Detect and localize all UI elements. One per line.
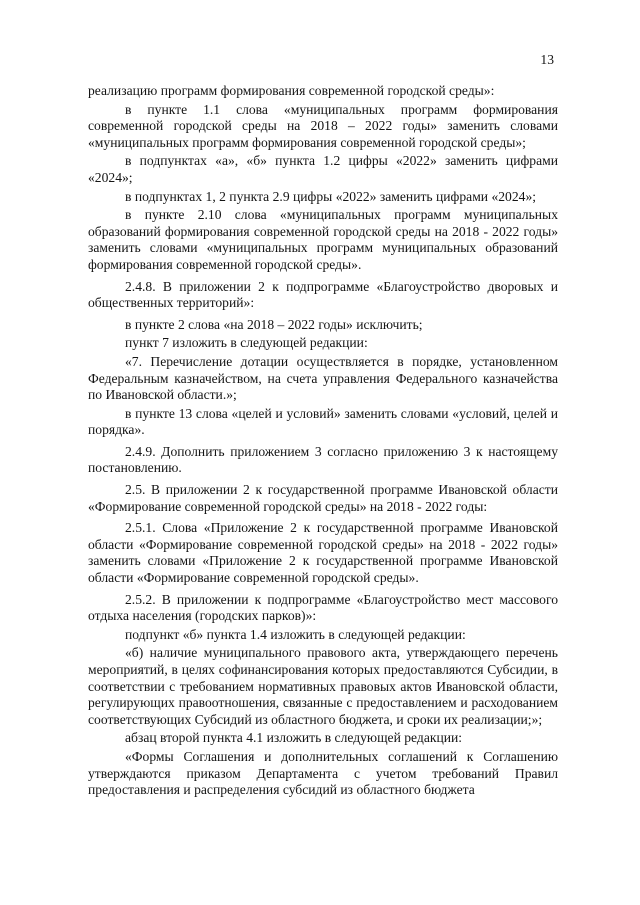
paragraph-point-13: в пункте 13 слова «целей и условий» заменить словами «условий, целей и порядка». [88, 405, 558, 438]
paragraph-item-2-9: в подпунктах 1, 2 пункта 2.9 цифры «2022» заменить цифрами «2024»; [125, 188, 537, 204]
document-body [88, 83, 558, 801]
paragraph-subpoint-b-intro: подпункт «б» пункта 1.4 изложить в следующей редакции: [125, 626, 466, 642]
paragraph-point-7-text: «7. Перечисление дотации осуществляется в порядке, установленном Федеральным казначейством, на счета управления Федерального казначейства по Ивановской области.»; [88, 353, 558, 403]
paragraph-2-4-9: 2.4.9. Дополнить приложением 3 согласно приложению 3 к настоящему постановлению. [88, 443, 558, 476]
paragraph-4-1-intro: абзац второй пункта 4.1 изложить в следующей редакции: [125, 730, 463, 746]
paragraph-2-4-8: 2.4.8. В приложении 2 к подпрограмме «Благоустройство дворовых и общественных территорий»: [88, 278, 558, 311]
paragraph-item-1-2: в подпунктах «а», «б» пункта 1.2 цифры «2022» заменить цифрами «2024»; [88, 153, 558, 185]
paragraph-item-1-1: в пункте 1.1 слова «муниципальных программ формирования современной городской среды на 2018 – 2022 годы» заменить словами «муниципальных программ формирования современной городской среды»; [88, 101, 558, 150]
paragraph-2-5: 2.5. В приложении 2 к государственной программе Ивановской области «Формирование современной городской среды» на 2018 - 2022 годы: [88, 482, 558, 514]
paragraph-point-7-intro: пункт 7 изложить в следующей редакции: [125, 335, 368, 351]
paragraph-2-5-1: 2.5.1. Слова «Приложение 2 к государственной программе Ивановской области «Формирование современной городской среды» на 2018 - 2022 годы» заменить словами «Приложение 2 к государственной программе Ивановской области «Формирование современной городской среды». [88, 520, 558, 586]
paragraph-2-5-2: 2.5.2. В приложении к подпрограмме «Благоустройство мест массового отдыха населения (городских парков)»: [88, 591, 558, 624]
paragraph-subpoint-b-text: «б) наличие муниципального правового акта, утверждающего перечень мероприятий, в целях софинансирования которых предоставляются Субсидии, в соответствии с требованием нормативных правовых актов Ивановской области, регулирующих правоотношения, связанные с предоставлением и расходованием соответствующих Субсидий из областного бюджета, и сроки их реализации;»; [88, 645, 558, 727]
paragraph-continuation: реализацию программ формирования современной городской среды»: [88, 83, 495, 98]
paragraph-point-2: в пункте 2 слова «на 2018 – 2022 годы» исключить; [125, 316, 423, 332]
paragraph-item-2-10: в пункте 2.10 слова «муниципальных программ муниципальных образований формирования современной городской среды на 2018 - 2022 годы» заменить словами «муниципальных программ муниципальных образований формирования современной городской среды». [88, 207, 558, 272]
paragraph-4-1-text: «Формы Соглашения и дополнительных соглашений к Соглашению утверждаются приказом Департамента с учетом требований Правил предоставления и распределения субсидий из областного бюджета [88, 748, 558, 798]
page-number: 13 [540, 52, 554, 67]
